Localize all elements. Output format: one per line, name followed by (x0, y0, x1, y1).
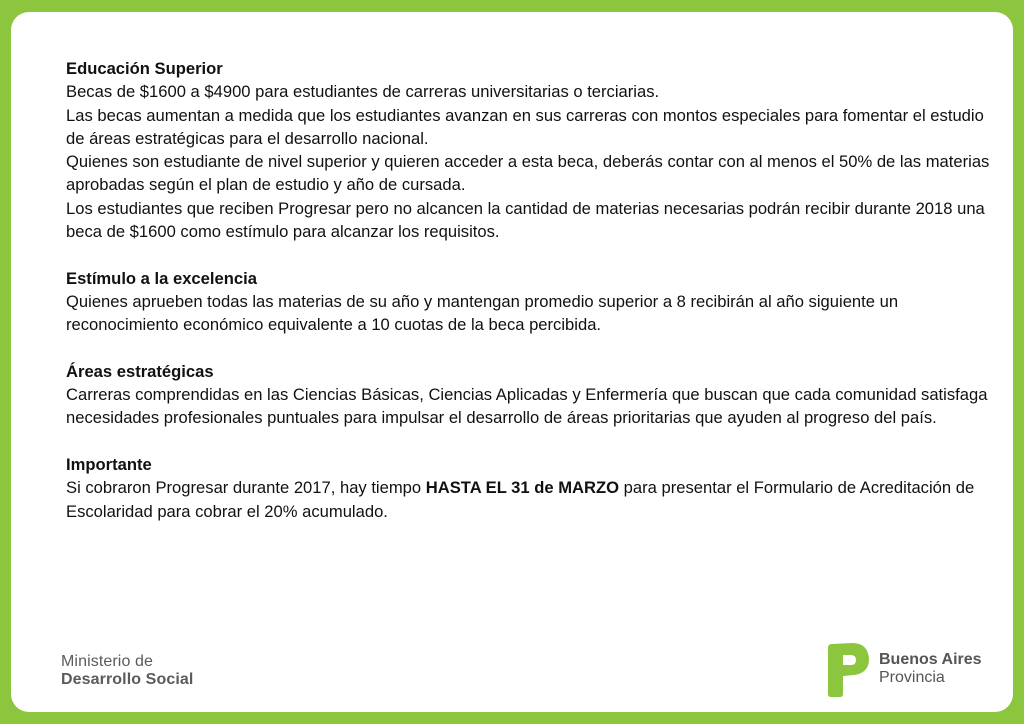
section-heading: Áreas estratégicas (66, 361, 214, 381)
ministry-name-line2: Desarrollo Social (61, 671, 194, 688)
paragraph: Becas de $1600 a $4900 para estudiantes de carreras universitarias o terciarias. (66, 82, 660, 102)
section-heading: Importante (66, 455, 152, 475)
province-name-line1: Buenos Aires (879, 651, 982, 668)
important-deadline: HASTA EL 31 de MARZO (425, 478, 620, 498)
section-heading: Estímulo a la excelencia (66, 268, 257, 288)
section-estimulo-excelencia (66, 267, 996, 337)
paragraph: Carreras comprendidas en las Ciencias Básicas, Ciencias Aplicadas y Enfermería que buscan que cada comunidad satisfaga necesidades profesionales puntuales para impulsar el desarrollo de áreas prioritarias que ayuden al progreso del país. (66, 385, 988, 428)
important-text-after: para presentar el Formulario de Acreditación de Escolaridad para cobrar el 20% acumulado. (66, 478, 975, 521)
section-heading: Educación Superior (66, 59, 223, 78)
province-name-line2: Provincia (879, 669, 945, 686)
paragraph: Quienes son estudiante de nivel superior y quieren acceder a esta beca, deberás contar con al menos el 50% de las materias aprobadas según el plan de estudio y año de cursada. (66, 152, 990, 195)
buenos-aires-logo (824, 640, 994, 700)
section-areas-estrategicas (66, 360, 996, 430)
important-text-before: Si cobraron Progresar durante 2017, hay tiempo (66, 478, 426, 498)
ministerio-logo (61, 653, 193, 689)
important-paragraph (66, 476, 996, 523)
paragraph: Los estudiantes que reciben Progresar pero no alcancen la cantidad de materias necesarias podrán recibir durante 2018 una beca de $1600 como estímulo para alcanzar los requisitos. (66, 198, 985, 242)
paragraph: Las becas aumentan a medida que los estudiantes avanzan en sus carreras con montos especiales para fomentar el estudio de áreas estratégicas para el desarrollo nacional. (66, 105, 984, 148)
section-importante (66, 453, 996, 523)
slide-content (66, 57, 996, 523)
pba-logo-icon (824, 640, 874, 700)
paragraph: Quienes aprueben todas las materias de su año y mantengan promedio superior a 8 recibirán al año siguiente un reconocimiento económico equivalente a 10 cuotas de la beca percibida. (66, 291, 899, 335)
ministry-name-line1: Ministerio de (61, 653, 154, 670)
section-educacion-superior (66, 57, 996, 243)
